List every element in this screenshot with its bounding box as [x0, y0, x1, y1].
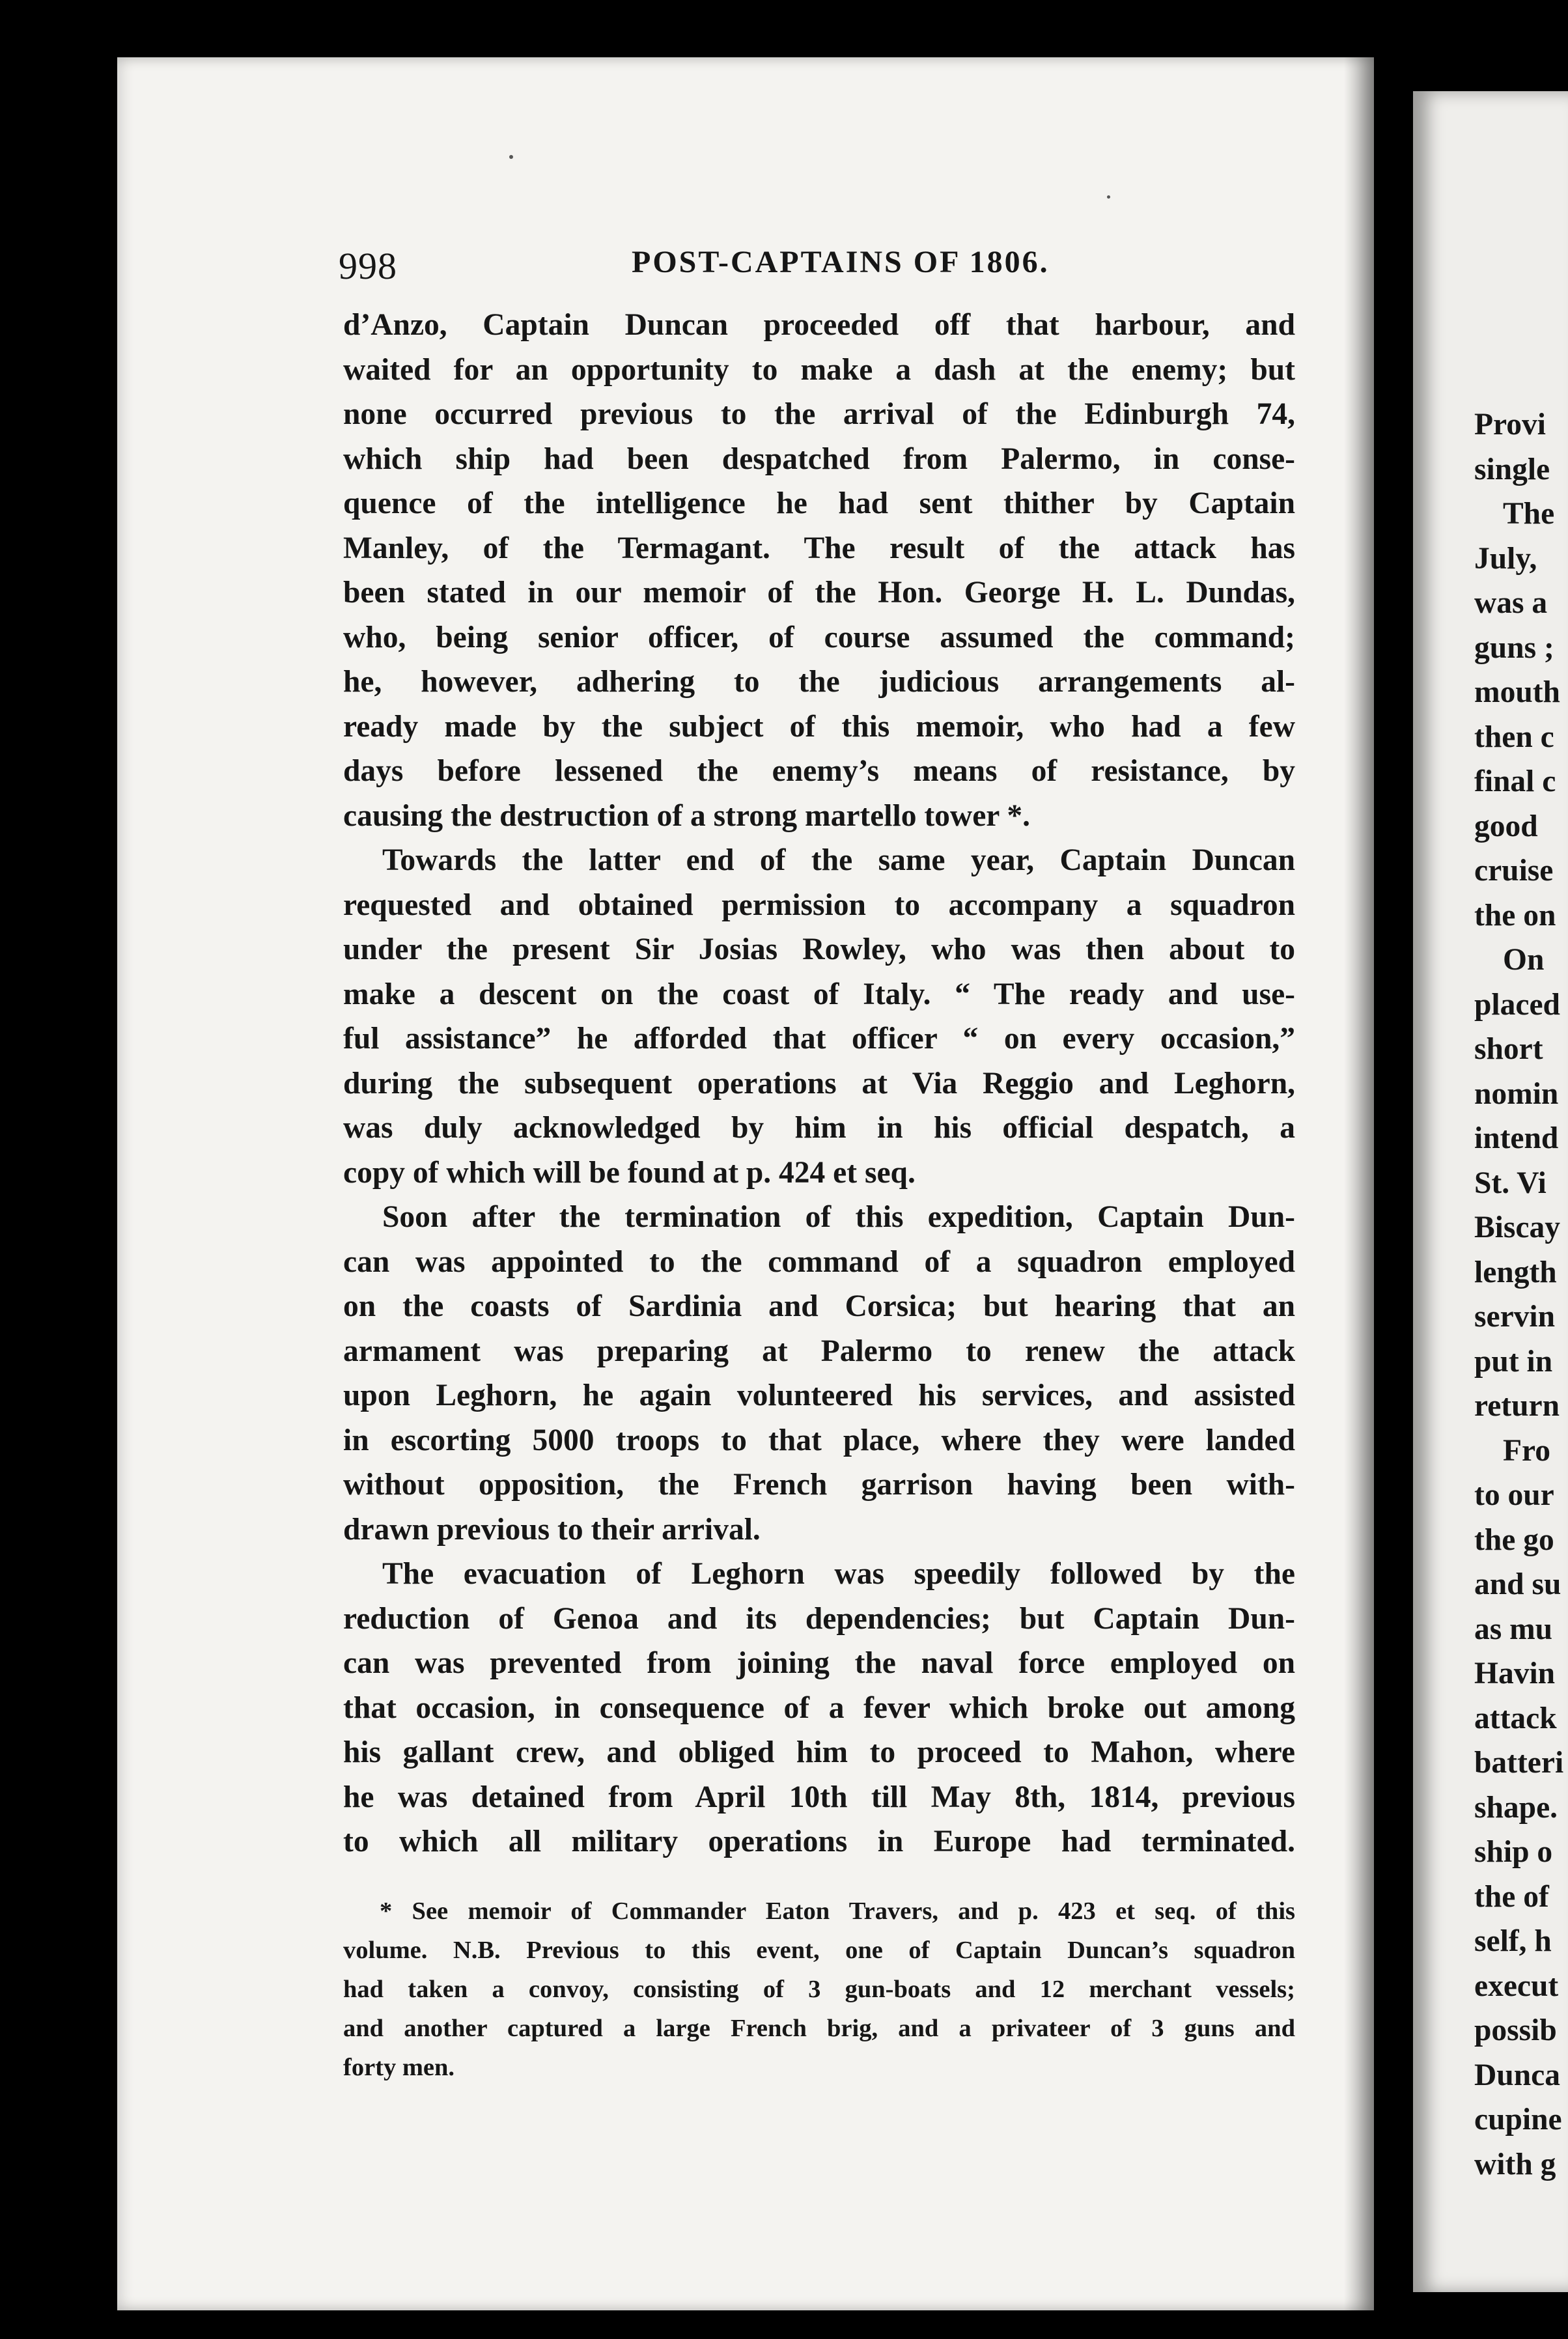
- right-page-line: return: [1474, 1389, 1560, 1423]
- body-line: Manley, of the Termagant. The result of the attack has: [343, 531, 1295, 565]
- body-line: under the present Sir Josias Rowley, who was then about to: [343, 932, 1295, 966]
- body-line: make a descent on the coast of Italy. “ The ready and use-: [343, 977, 1295, 1011]
- body-line: copy of which will be found at p. 424 et seq.: [343, 1155, 916, 1190]
- page-gutter-shadow: [1344, 57, 1374, 2310]
- right-page-line: ship o: [1474, 1835, 1553, 1869]
- right-page-line: to our: [1474, 1478, 1554, 1512]
- body-line: none occurred previous to the arrival of the Edinburgh 74,: [343, 397, 1295, 431]
- right-page-line: cupine: [1474, 2103, 1562, 2136]
- body-line: reduction of Genoa and its dependencies; but Captain Dun-: [343, 1601, 1295, 1636]
- body-line: can was prevented from joining the naval force employed on: [343, 1646, 1295, 1680]
- right-page-line: St. Vi: [1474, 1166, 1547, 1200]
- right-page-line: and su: [1474, 1567, 1561, 1601]
- right-page-line: the go: [1474, 1522, 1554, 1557]
- right-book-page: [1413, 91, 1568, 2292]
- body-line: can was appointed to the command of a squadron employed: [343, 1244, 1295, 1279]
- body-line: that occasion, in consequence of a fever which broke out among: [343, 1690, 1295, 1725]
- body-line: in escorting 5000 troops to that place, where they were landed: [343, 1423, 1295, 1457]
- right-page-line: batteri: [1474, 1746, 1564, 1780]
- right-page-text: [1474, 402, 1568, 2187]
- right-page-line: short: [1474, 1032, 1543, 1066]
- running-title: POST-CAPTAINS OF 1806.: [632, 245, 1050, 279]
- body-line: on the coasts of Sardinia and Corsica; but hearing that an: [343, 1289, 1295, 1323]
- body-line: he was detained from April 10th till May 8th, 1814, previous: [343, 1780, 1295, 1814]
- body-line: who, being senior officer, of course assumed the command;: [343, 620, 1295, 654]
- body-line: The evacuation of Leghorn was speedily followed by the: [382, 1557, 1295, 1591]
- right-page-line: On: [1503, 943, 1545, 977]
- body-line: without opposition, the French garrison having been with-: [343, 1468, 1295, 1502]
- body-line: he, however, adhering to the judicious arrangements al-: [343, 665, 1295, 699]
- body-line: during the subsequent operations at Via Reggio and Leghorn,: [343, 1066, 1295, 1100]
- body-line: d’Anzo, Captain Duncan proceeded off that harbour, and: [343, 308, 1295, 342]
- footnote-line: forty men.: [343, 2054, 455, 2081]
- footnote-line: had taken a convoy, consisting of 3 gun-boats and 12 merchant vessels;: [343, 1976, 1295, 2003]
- body-line: Soon after the termination of this expedition, Captain Dun-: [382, 1200, 1295, 1234]
- right-page-line: as mu: [1474, 1612, 1553, 1646]
- footnotes: [343, 1892, 1295, 2087]
- body-line: drawn previous to their arrival.: [343, 1512, 761, 1547]
- body-line: which ship had been despatched from Palermo, in conse-: [343, 441, 1295, 476]
- right-page-line: final c: [1474, 764, 1556, 798]
- right-page-line: intend: [1474, 1121, 1559, 1155]
- right-page-line: attack: [1474, 1701, 1557, 1735]
- footnote-line: * See memoir of Commander Eaton Travers, and p. 423 et seq. of this: [380, 1898, 1295, 1925]
- right-page-line: Biscay: [1474, 1211, 1560, 1244]
- footnote-line: volume. N.B. Previous to this event, one of Captain Duncan’s squadron: [343, 1937, 1295, 1964]
- body-line: waited for an opportunity to make a dash at the enemy; but: [343, 352, 1295, 387]
- right-page-line: the of: [1474, 1879, 1549, 1914]
- body-line: upon Leghorn, he again volunteered his services, and assisted: [343, 1379, 1295, 1412]
- body-line: ready made by the subject of this memoir, who had a few: [343, 709, 1295, 744]
- paper-speck: [509, 155, 513, 159]
- right-page-line: guns ;: [1474, 630, 1554, 665]
- body-line: to which all military operations in Europe had terminated.: [343, 1825, 1295, 1858]
- body-line: Towards the latter end of the same year, Captain Duncan: [382, 843, 1295, 877]
- right-page-line: with g: [1474, 2147, 1556, 2181]
- right-page-line: possib: [1474, 2013, 1557, 2047]
- right-page-line: The: [1503, 497, 1555, 531]
- right-page-line: execut: [1474, 1968, 1559, 2003]
- body-line: days before lessened the enemy’s means of resistance, by: [343, 754, 1295, 788]
- right-page-line: was a: [1474, 586, 1548, 620]
- right-page-line: put in: [1474, 1344, 1553, 1379]
- paper-speck: [1107, 195, 1110, 199]
- right-page-line: placed: [1474, 987, 1560, 1022]
- body-line: was duly acknowledged by him in his official despatch, a: [343, 1111, 1295, 1145]
- right-page-line: July,: [1474, 541, 1537, 576]
- body-text: [343, 303, 1295, 1864]
- right-page-line: then c: [1474, 720, 1554, 754]
- body-line: his gallant crew, and obliged him to proceed to Mahon, where: [343, 1735, 1295, 1769]
- right-page-line: single: [1474, 452, 1550, 486]
- right-page-line: Provi: [1474, 408, 1546, 441]
- right-page-line: good: [1474, 809, 1538, 843]
- right-page-line: Havin: [1474, 1657, 1556, 1690]
- right-page-line: the on: [1474, 898, 1556, 932]
- body-line: armament was preparing at Palermo to renew the attack: [343, 1334, 1295, 1368]
- right-page-line: cruise: [1474, 854, 1554, 888]
- body-line: quence of the intelligence he had sent thither by Captain: [343, 486, 1295, 520]
- body-line: been stated in our memoir of the Hon. George H. L. Dundas,: [343, 576, 1295, 609]
- body-line: causing the destruction of a strong martello tower *.: [343, 798, 1030, 833]
- right-page-line: nomin: [1474, 1076, 1559, 1111]
- right-page-line: servin: [1474, 1300, 1556, 1334]
- running-head: [339, 244, 1289, 290]
- right-page-line: shape.: [1474, 1790, 1558, 1825]
- body-line: requested and obtained permission to accompany a squadron: [343, 888, 1295, 922]
- right-page-line: self, h: [1474, 1924, 1552, 1958]
- right-page-line: Fro: [1503, 1433, 1550, 1468]
- body-line: ful assistance” he afforded that officer “ on every occasion,”: [343, 1022, 1295, 1056]
- page-number: 998: [339, 245, 397, 287]
- right-page-line: Dunca: [1474, 2058, 1560, 2092]
- right-page-line: mouth: [1474, 675, 1560, 709]
- right-page-line: length: [1474, 1255, 1557, 1289]
- footnote-line: and another captured a large French brig, and a privateer of 3 guns and: [343, 2015, 1295, 2042]
